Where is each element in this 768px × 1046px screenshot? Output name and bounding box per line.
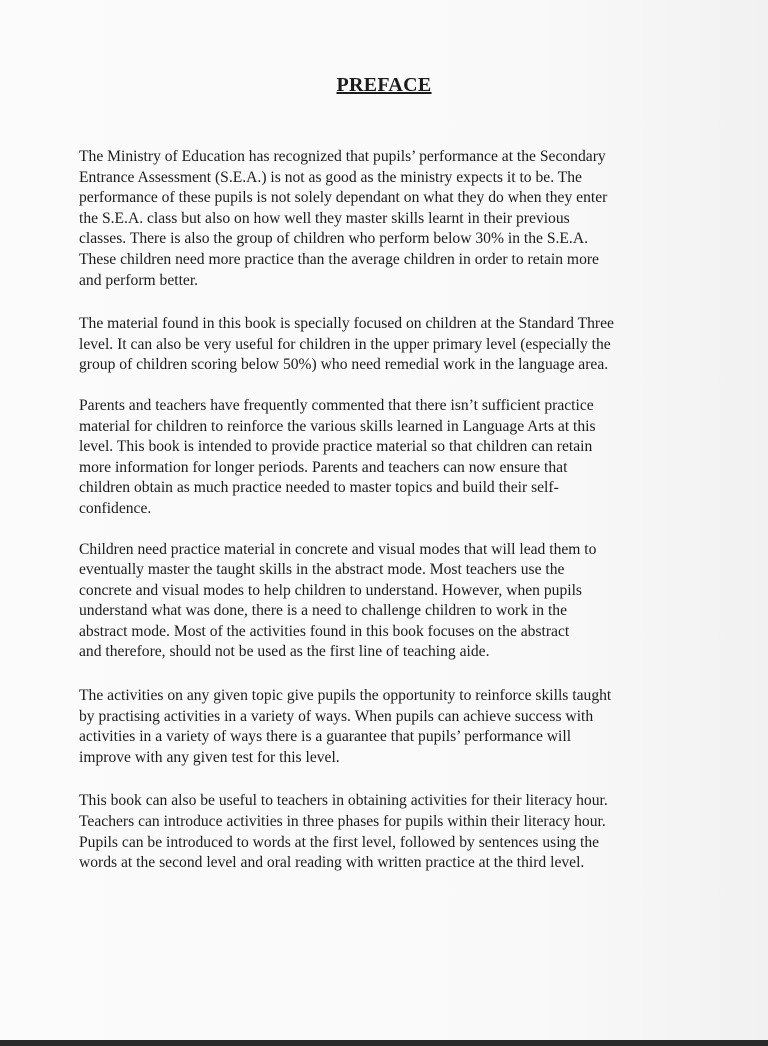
text-line: The material found in this book is specially focused on children at the Standard Three xyxy=(79,315,614,333)
text-line: children obtain as much practice needed to master topics and build their self- xyxy=(79,479,559,497)
text-line: These children need more practice than the average children in order to retain more xyxy=(79,250,599,268)
text-line: The activities on any given topic give pupils the opportunity to reinforce skills taught xyxy=(79,687,612,705)
paragraph-2 xyxy=(79,314,691,376)
text-line: Parents and teachers have frequently commented that there isn’t sufficient practice xyxy=(79,396,594,414)
paragraph-5 xyxy=(79,686,691,768)
text-line: and perform better. xyxy=(79,271,199,289)
paragraph-6 xyxy=(79,791,691,873)
paragraph-4 xyxy=(79,540,691,664)
text-line: classes. There is also the group of children who perform below 30% in the S.E.A. xyxy=(79,230,588,248)
scan-bottom-edge xyxy=(0,1040,768,1046)
text-line: Pupils can be introduced to words at the first level, followed by sentences using the xyxy=(79,833,600,851)
paragraph-3 xyxy=(79,396,691,520)
text-line: material for children to reinforce the various skills learned in Language Arts at this xyxy=(79,417,596,435)
text-line: concrete and visual modes to help children to understand. However, when pupils xyxy=(79,581,583,599)
text-line: This book can also be useful to teachers in obtaining activities for their literacy hour. xyxy=(79,792,608,810)
text-line: and therefore, should not be used as the first line of teaching aide. xyxy=(79,643,490,661)
page-title: PREFACE xyxy=(336,74,432,96)
preface-body xyxy=(79,147,691,874)
text-line: group of children scoring below 50%) who need remedial work in the language area. xyxy=(79,356,609,374)
text-line: improve with any given test for this level. xyxy=(79,748,340,766)
text-line: performance of these pupils is not solely dependant on what they do when they enter xyxy=(79,189,608,207)
text-line: Children need practice material in concrete and visual modes that will lead them to xyxy=(79,540,597,558)
text-line: by practising activities in a variety of ways. When pupils can achieve success with xyxy=(79,707,594,725)
paragraph-1 xyxy=(79,147,691,291)
text-line: level. It can also be very useful for children in the upper primary level (especially the xyxy=(79,335,611,353)
text-line: more information for longer periods. Parents and teachers can now ensure that xyxy=(79,458,568,476)
text-line: abstract mode. Most of the activities found in this book focuses on the abstract xyxy=(79,622,570,640)
text-line: level. This book is intended to provide practice material so that children can retain xyxy=(79,438,593,456)
text-line: the S.E.A. class but also on how well they master skills learnt in their previous xyxy=(79,209,570,227)
text-line: Entrance Assessment (S.E.A.) is not as good as the ministry expects it to be. The xyxy=(79,168,582,186)
text-line: eventually master the taught skills in the abstract mode. Most teachers use the xyxy=(79,561,565,579)
text-line: The Ministry of Education has recognized that pupils’ performance at the Secondary xyxy=(79,148,606,165)
text-line: understand what was done, there is a need to challenge children to work in the xyxy=(79,602,568,620)
text-line: words at the second level and oral reading with written practice at the third level. xyxy=(79,854,585,872)
text-line: confidence. xyxy=(79,499,152,517)
text-line: activities in a variety of ways there is a guarantee that pupils’ performance will xyxy=(79,728,572,746)
text-line: Teachers can introduce activities in three phases for pupils within their literacy hour. xyxy=(79,813,606,831)
